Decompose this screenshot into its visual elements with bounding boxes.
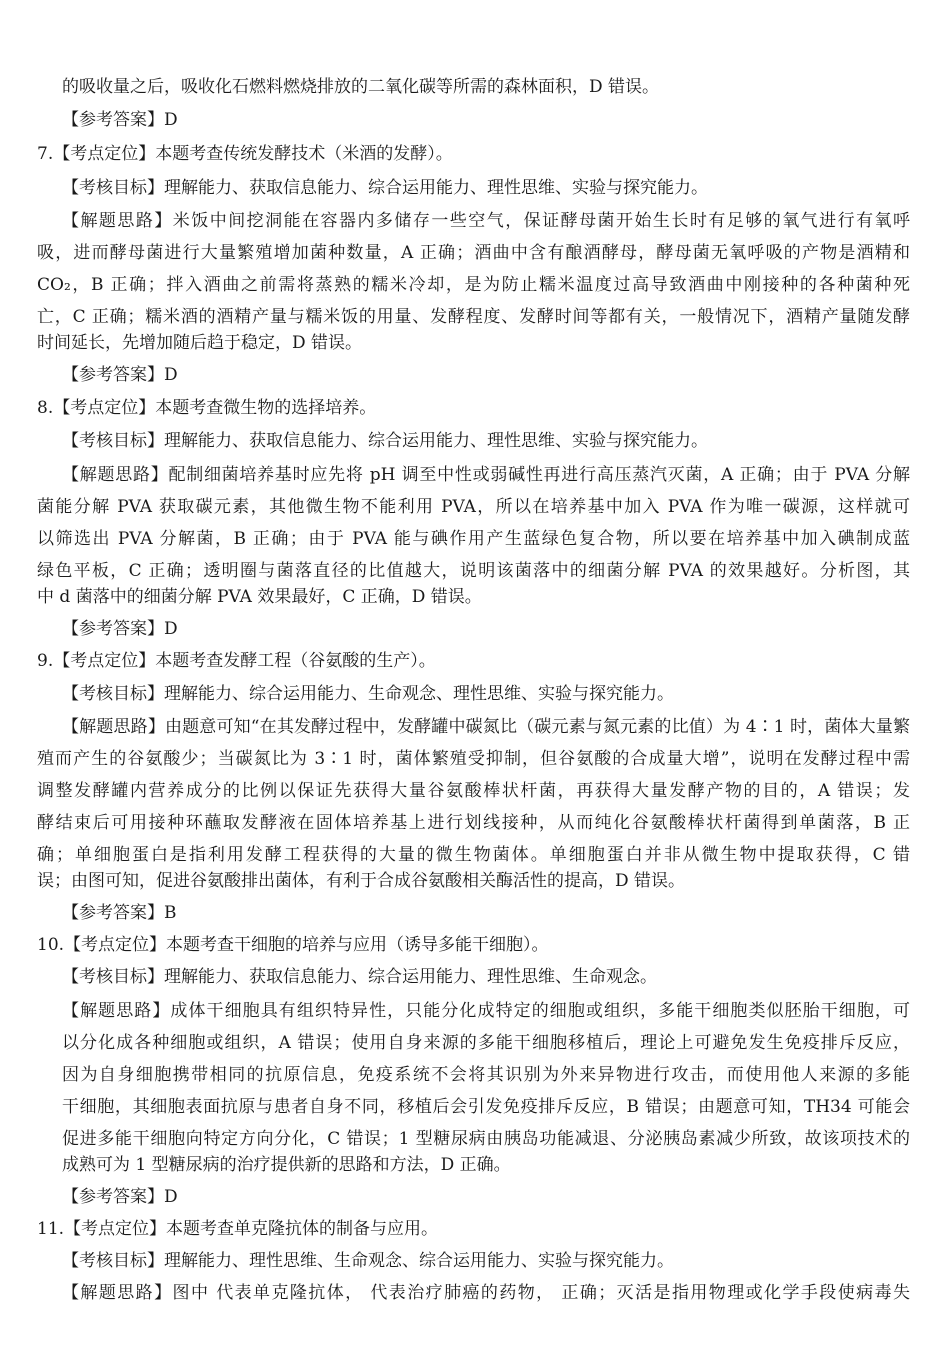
q8-analysis-line: 菌能分解 PVA 获取碳元素，其他微生物不能利用 PVA，所以在培养基中加入 PVA 作为唯一碳源，这样就可 xyxy=(37,497,910,517)
q10-answer: 【参考答案】D xyxy=(62,1187,178,1207)
q9-analysis-line: 调整发酵罐内营养成分的比例以保证先获得大量谷氨酸棒状杆菌，再获得大量发酵产物的目的，A 错误；发 xyxy=(37,781,910,801)
q8-target: 【考核目标】理解能力、获取信息能力、综合运用能力、理性思维、实验与探究能力。 xyxy=(62,431,708,451)
q9-heading: 9.【考点定位】本题考查发酵工程（谷氨酸的生产）。 xyxy=(37,651,436,671)
q10-heading: 10.【考点定位】本题考查干细胞的培养与应用（诱导多能干细胞）。 xyxy=(37,935,549,955)
q8-heading: 8.【考点定位】本题考查微生物的选择培养。 xyxy=(37,398,377,418)
q11-target: 【考核目标】理解能力、理性思维、生命观念、综合运用能力、实验与探究能力。 xyxy=(62,1251,674,1271)
q7-answer: 【参考答案】D xyxy=(62,365,178,385)
q8-analysis-line: 中 d 菌落中的细菌分解 PVA 效果最好，C 正确，D 错误。 xyxy=(37,587,482,607)
q10-target: 【考核目标】理解能力、获取信息能力、综合运用能力、理性思维、生命观念。 xyxy=(62,967,657,987)
q7-analysis-line: 亡，C 正确；糯米酒的酒精产量与糯米饭的用量、发酵程度、发酵时间等都有关，一般情况下，酒精产量随发酵 xyxy=(37,307,910,327)
q8-analysis-line: 【解题思路】配制细菌培养基时应先将 pH 调至中性或弱碱性再进行高压蒸汽灭菌，A 正确；由于 PVA 分解 xyxy=(62,465,910,485)
q9-analysis-line: 误；由图可知，促进谷氨酸排出菌体，有利于合成谷氨酸相关酶活性的提高，D 错误。 xyxy=(37,871,686,891)
q8-analysis-line: 绿色平板，C 正确；透明圈与菌落直径的比值越大，说明该菌落中的细菌分解 PVA 的效果越好。分析图，其 xyxy=(37,561,910,581)
q9-target: 【考核目标】理解能力、综合运用能力、生命观念、理性思维、实验与探究能力。 xyxy=(62,684,674,704)
q10-analysis-line: 【解题思路】成体干细胞具有组织特异性，只能分化成特定的细胞或组织，多能干细胞类似胚胎干细胞，可 xyxy=(62,1001,910,1021)
q9-analysis-line: 殖而产生的谷氨酸少；当碳氮比为 3∶1 时，菌体繁殖受抑制，但谷氨酸的合成量大增”，说明在发酵过程中需 xyxy=(37,749,910,769)
q7-analysis-line: 吸，进而酵母菌进行大量繁殖增加菌种数量，A 正确；酒曲中含有酿酒酵母，酵母菌无氧呼吸的产物是酒精和 xyxy=(37,243,910,263)
q10-analysis-line: 成熟可为 1 型糖尿病的治疗提供新的思路和方法，D 正确。 xyxy=(62,1155,511,1175)
q11-analysis-line: 【解题思路】图中 代表单克隆抗体， 代表治疗肺癌的药物， 正确；灭活是指用物理或化学手段使病毒失 xyxy=(62,1283,910,1303)
q10-analysis-line: 干细胞，其细胞表面抗原与患者自身不同，移植后会引发免疫排斥反应，B 错误；由题意可知，TH34 可能会 xyxy=(62,1097,910,1117)
q10-analysis-line: 促进多能干细胞向特定方向分化，C 错误；1 型糖尿病由胰岛功能减退、分泌胰岛素减少所致，故该项技术的 xyxy=(62,1129,910,1149)
q7-target: 【考核目标】理解能力、获取信息能力、综合运用能力、理性思维、实验与探究能力。 xyxy=(62,178,708,198)
q9-answer: 【参考答案】B xyxy=(62,903,177,923)
q7-analysis-line: 【解题思路】米饭中间挖洞能在容器内多储存一些空气，保证酵母菌开始生长时有足够的氧气进行有氧呼 xyxy=(62,211,910,231)
intro-answer: 【参考答案】D xyxy=(62,110,178,130)
q10-analysis-line: 因为自身细胞携带相同的抗原信息，免疫系统不会将其识别为外来异物进行攻击，而使用他人来源的多能 xyxy=(62,1065,910,1085)
q9-analysis-line: 确；单细胞蛋白是指利用发酵工程获得的大量的微生物菌体。单细胞蛋白并非从微生物中提取获得，C 错 xyxy=(37,845,910,865)
intro-line: 的吸收量之后，吸收化石燃料燃烧排放的二氧化碳等所需的森林面积，D 错误。 xyxy=(62,77,660,97)
q10-analysis-line: 以分化成各种细胞或组织，A 错误；使用自身来源的多能干细胞移植后，理论上可避免发生免疫排斥反应， xyxy=(62,1033,910,1053)
q11-heading: 11.【考点定位】本题考查单克隆抗体的制备与应用。 xyxy=(37,1219,439,1239)
q7-heading: 7.【考点定位】本题考查传统发酵技术（米酒的发酵）。 xyxy=(37,144,453,164)
q7-analysis-line: CO₂，B 正确；拌入酒曲之前需将蒸熟的糯米冷却，是为防止糯米温度过高导致酒曲中刚接种的各种菌种死 xyxy=(37,275,910,295)
q9-analysis-line: 【解题思路】由题意可知“在其发酵过程中，发酵罐中碳氮比（碳元素与氮元素的比值）为 4∶1 时，菌体大量繁 xyxy=(62,717,910,737)
q8-analysis-line: 以筛选出 PVA 分解菌，B 正确；由于 PVA 能与碘作用产生蓝绿色复合物，所以要在培养基中加入碘制成蓝 xyxy=(37,529,910,549)
q7-analysis-line: 时间延长，先增加随后趋于稳定，D 错误。 xyxy=(37,333,363,353)
q8-answer: 【参考答案】D xyxy=(62,619,178,639)
q9-analysis-line: 酵结束后可用接种环蘸取发酵液在固体培养基上进行划线接种，从而纯化谷氨酸棒状杆菌得到单菌落，B 正 xyxy=(37,813,910,833)
